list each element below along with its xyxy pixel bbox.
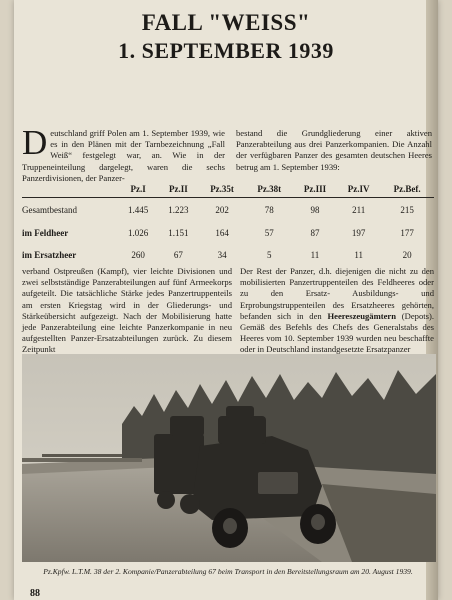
tank-strength-table-wrap — [22, 180, 434, 266]
intro-right-column: bestand die Grundgliederung einer aktiven Panzerabteilung aus drei Panzerkompanien. Die Anzahl der verfügbaren Panzer des gesamten deutschen Heeres betrug am 1. September 1939: — [236, 128, 432, 172]
body-left-column: verband Ostpreußen (Kampf), vier leichte Divisionen und zwei selbstständige Panzerabteilungen auf fünf Armeekorps aufgeteilt. Die tatsächliche Stärke jedes Panzertruppenteils am ersten Kriegstag wird in der Gliederungs- und Stärkeübersicht aufgezeigt. Nach der Mobilisierung hatte jede Panzerabteilung eine leichte Panzerkompanie in neu aufgestellten Panzer-Ersatzabteilungen zurück. Zu diesem Zeitpunkt — [22, 266, 232, 355]
body-right-bold-term: Heereszeugämtern — [327, 310, 397, 321]
table-cell: 11 — [354, 249, 363, 260]
table-cell: 1.026 — [127, 227, 149, 238]
table-cell: 202 — [215, 204, 229, 215]
table-cell: 260 — [131, 249, 145, 260]
table-cell: 87 — [310, 227, 320, 238]
table-cell: 1.223 — [168, 204, 189, 215]
table-cell: 215 — [400, 204, 414, 215]
table-header-cell: Pz.38t — [246, 180, 293, 198]
table-header-cell: Pz.I — [118, 180, 158, 198]
drop-cap: D — [22, 123, 48, 162]
table-cell: 11 — [310, 249, 320, 260]
table-header-cell: Pz.II — [158, 180, 198, 198]
table-header-cell: Pz.IV — [337, 180, 380, 198]
table-cell: 1.445 — [127, 204, 149, 215]
table-cell: 20 — [402, 249, 412, 260]
intro-left-text: eutschland griff Polen am 1. September 1939, wie es in den Plänen mit der Tarnbezeichnung „Fall Weiß“ festgelegt war, an. Wie in der Truppeneinteilung dargelegt, waren die sechs Panzerdivisionen, der Panzer- — [22, 128, 225, 183]
table-cell: 5 — [267, 249, 272, 260]
table-header-row — [22, 180, 434, 198]
table-cell: 177 — [400, 227, 414, 238]
tank-strength-table — [22, 180, 434, 266]
page-subtitle: 1. SEPTEMBER 1939 — [118, 38, 334, 63]
table-cell: 57 — [264, 227, 274, 238]
photo-caption: Pz.Kpfw. L.T.M. 38 der 2. Kompanie/Panzerabteilung 67 beim Transport in den Bereitstellungsraum am 20. August 1939. — [43, 567, 413, 576]
table-cell: 78 — [264, 204, 274, 215]
table-header-cell: Pz.35t — [198, 180, 245, 198]
tank-transport-photo — [22, 354, 436, 562]
table-header-cell: Pz.III — [293, 180, 337, 198]
table-row — [22, 244, 434, 266]
row-label: im Ersatzheer — [22, 249, 77, 260]
body-right-text-b: (Depots). Gemäß des Befehls des Chefs des Generalstabs des Heeres vom 10. September 1939 wurden neu beschaffte oder in Deutschland instandgesetzte Ersatzpanzer — [240, 310, 434, 355]
table-cell: 197 — [351, 227, 366, 238]
table-row — [22, 222, 434, 244]
page-title: FALL "WEISS" — [141, 10, 311, 35]
table-cell: 211 — [352, 204, 366, 215]
body-right-text-a: Der Rest der Panzer, d.h. diejenigen die nicht zu den mobilisierten Panzertruppenteilen des Feldheeres oder zu den Ersatz- Ausbildungs- und Erprobungstruppenteilen des Ersatzheeres gehörten, befanden sich in den — [240, 266, 434, 321]
table-header-cell — [22, 180, 118, 198]
table-cell: 1.151 — [168, 227, 189, 238]
table-cell: 34 — [217, 249, 227, 260]
row-label: Gesamtbestand — [22, 204, 77, 215]
body-right-column — [240, 266, 434, 356]
table-cell: 98 — [310, 204, 320, 215]
row-label: im Feldheer — [22, 227, 69, 238]
book-page — [14, 0, 438, 600]
intro-left-column — [22, 123, 225, 184]
table-row — [22, 198, 434, 222]
table-header-cell: Pz.Bef. — [380, 180, 434, 198]
table-cell: 164 — [215, 227, 229, 238]
table-cell: 67 — [173, 249, 183, 260]
page-number: 88 — [30, 588, 40, 599]
